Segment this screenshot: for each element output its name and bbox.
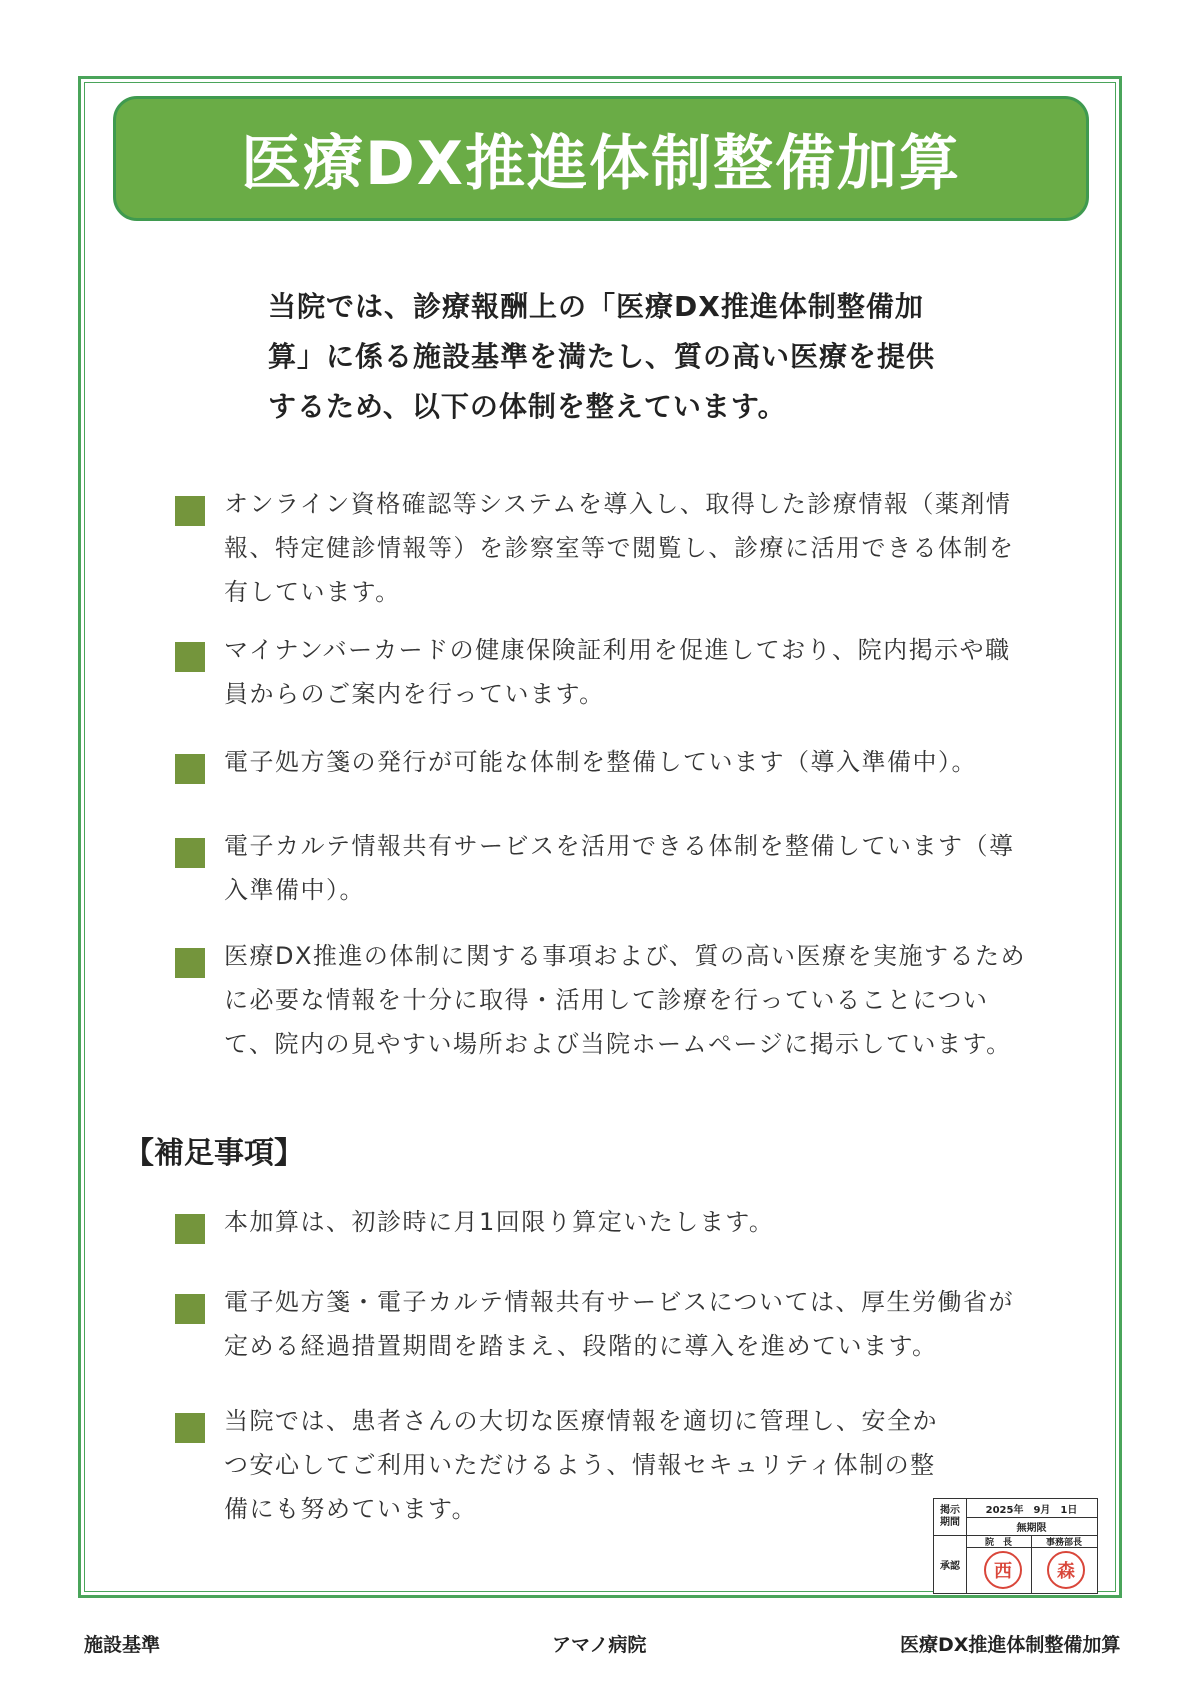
list-item-text: 電子カルテ情報共有サービスを活用できる体制を整備しています（導入準備中）。	[224, 832, 1015, 904]
director-label: 院 長	[984, 1537, 1012, 1548]
square-bullet-icon	[175, 838, 205, 868]
supplement-heading: 【補足事項】	[124, 1136, 304, 1171]
list-item-text: オンライン資格確認等システムを導入し、取得した診療情報（薬剤情報、特定健診情報等）を診察室等で閲覧し、診療に活用できる体制を有しています。	[224, 490, 1015, 606]
office-manager-seal-icon: 森	[1047, 1551, 1085, 1589]
list-item-text: 医療DX推進の体制に関する事項および、質の高い医療を実施するために必要な情報を十分に取得・活用して診療を行っていることについて、院内の見やすい場所および当院ホームページに掲示しています。	[224, 942, 1026, 1058]
footer-right: 医療DX推進体制整備加算	[900, 1634, 1121, 1656]
posting-duration: 無期限	[1016, 1522, 1047, 1534]
supplement-item-text: 電子処方箋・電子カルテ情報共有サービスについては、厚生労働省が定める経過措置期間を踏まえ、段階的に導入を進めています。	[224, 1288, 1015, 1360]
director-seal-icon: 西	[984, 1551, 1022, 1589]
square-bullet-icon	[175, 1413, 205, 1443]
footer-center: アマノ病院	[552, 1634, 647, 1656]
square-bullet-icon	[175, 642, 205, 672]
footer-left: 施設基準	[84, 1634, 161, 1656]
list-item-text: 電子処方箋の発行が可能な体制を整備しています（導入準備中）。	[224, 748, 977, 776]
page-title: 医療DX推進体制整備加算	[240, 128, 962, 199]
office-manager-label: 事務部長	[1045, 1537, 1082, 1548]
square-bullet-icon	[175, 496, 205, 526]
square-bullet-icon	[175, 1214, 205, 1244]
supplement-item-text: 本加算は、初診時に月1回限り算定いたします。	[224, 1208, 775, 1236]
posting-date: 2025年 9月 1日	[985, 1504, 1078, 1516]
supplement-item-text: 当院では、患者さんの大切な医療情報を適切に管理し、安全かつ安心してご利用いただけるよう、情報セキュリティ体制の整備にも努めています。	[224, 1407, 938, 1523]
posting-period-label: 掲示期間	[940, 1505, 960, 1528]
list-item-text: マイナンバーカードの健康保険証利用を促進しており、院内掲示や職員からのご案内を行っています。	[224, 636, 1011, 708]
square-bullet-icon	[175, 1294, 205, 1324]
square-bullet-icon	[175, 948, 205, 978]
approval-stamp-table	[933, 1498, 1098, 1594]
approval-label: 承認	[940, 1561, 960, 1572]
title-banner	[113, 96, 1089, 221]
intro-paragraph: 当院では、診療報酬上の「医療DX推進体制整備加算」に係る施設基準を満たし、質の高い医療を提供するため、以下の体制を整えています。	[268, 290, 936, 423]
square-bullet-icon	[175, 754, 205, 784]
